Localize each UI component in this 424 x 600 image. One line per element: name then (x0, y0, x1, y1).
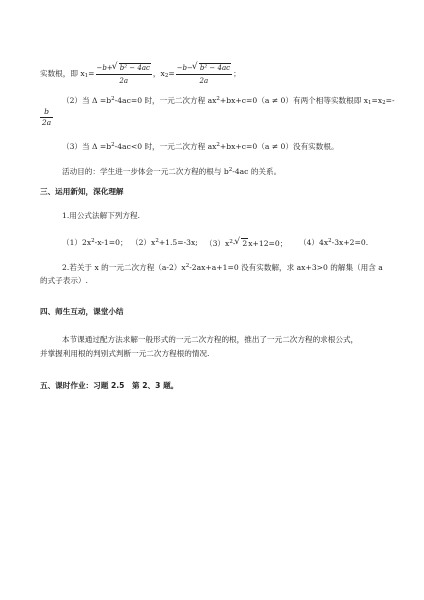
q1-item-3 (205, 238, 287, 249)
section5-title: 五、课时作业：习题 2.5 第 2、3 题。 (40, 381, 179, 390)
case2-sub-2: 2 (382, 100, 386, 106)
equals-sign-2: = (168, 69, 175, 78)
q1-item-3-radicand: 2 (242, 239, 248, 248)
equals-sign: = (88, 69, 95, 78)
q1-item-1-b: -x-1=0； (94, 238, 128, 247)
case2-fraction (40, 107, 53, 128)
root-formula-plus (96, 63, 152, 86)
q2-part-a: 2.若关于 x 的一元二次方程（a-2）x (62, 263, 186, 272)
q1-item-4-b: -3x+2=0. (331, 238, 369, 247)
q1-item-3-a: （3）x (205, 239, 230, 248)
plus-radicand: b² − 4ac (119, 63, 150, 72)
q1-item-2 (131, 238, 198, 248)
case2-sup-1: 2 (111, 96, 115, 102)
section3-title: 三、运用新知，深化理解 (40, 187, 124, 196)
q1-title: 1.用公式法解下列方程. (62, 211, 141, 220)
q1-item-2-a: （2）x (131, 238, 156, 247)
roots-separator: ，x (152, 69, 165, 78)
activity-part-b: -4ac 的关系。 (232, 167, 282, 176)
case2-part-c: +bx+c=0（a ≠ 0）有两个相等实数根即 x (219, 96, 369, 105)
summary-line-1: 本节课通过配方法求解一般形式的一元二次方程的根，推出了一元二次方程的求根公式， (62, 335, 359, 344)
case3-part-c: +bx+c=0（a ≠ 0）没有实数根。 (219, 142, 339, 151)
case3-part-a: （3）当 Δ =b (62, 142, 112, 151)
q1-item-2-sup: 2 (155, 238, 159, 244)
case2-part-d: =x (371, 96, 383, 105)
q2-part-b: -2ax+a+1=0 没有实数解，求 ax+3>0 的解集（用含 a (189, 263, 383, 272)
q1-item-3-c: x+12=0； (248, 239, 288, 248)
q1-item-4 (299, 238, 368, 248)
section4-title: 四、师生互动，课堂小结 (40, 307, 124, 316)
activity-sup: 2 (228, 167, 233, 173)
q1-item-3-radical (232, 238, 248, 249)
case2-part-a: （2）当 Δ =b (62, 96, 112, 105)
case2-line (62, 96, 395, 106)
case2-sub-1: 1 (368, 100, 372, 106)
q1-item-2-b: +1.5=-3x; (158, 238, 198, 247)
case2-fraction-denominator: 2a (41, 118, 52, 127)
q1-item-1-sup: 2 (91, 238, 95, 244)
q1-item-1-a: （1）2x (62, 238, 92, 247)
q2-sup: 2 (185, 263, 190, 269)
minus-radicand: b² − 4ac (199, 63, 231, 72)
minus-denominator: 2a (199, 76, 209, 85)
case3-sup-2: 2 (216, 142, 220, 148)
q1-item-3-sup: 2 (229, 239, 233, 245)
plus-numerator-prefix: −b+ (96, 63, 113, 72)
roots-line-end: ； (233, 69, 241, 78)
q1-item-4-a: （4）4x (299, 238, 329, 247)
roots-lead: 实数根，即 x (40, 69, 85, 78)
activity-part-a: 活动目的：学生进一步体会一元二次方程的根与 b (62, 167, 229, 176)
minus-numerator-prefix: −b− (176, 63, 193, 72)
roots-formula-line (40, 62, 241, 86)
q2-line-1 (62, 263, 383, 273)
plus-denominator: 2a (119, 76, 129, 85)
case3-part-b: -4ac<0 时，一元二次方程 ax (114, 142, 217, 151)
case2-part-e: =- (385, 96, 395, 105)
summary-line-2: 并掌握利用根的判别式判断一元二次方程根的情况. (40, 349, 210, 358)
x2-subscript: 2 (164, 73, 169, 79)
q2-line-2: 的式子表示）. (40, 276, 88, 285)
case3-sup-1: 2 (111, 142, 115, 148)
case3-line (62, 142, 339, 152)
q1-item-4-sup: 2 (328, 238, 332, 244)
case2-fraction-numerator: b (40, 107, 53, 118)
root-formula-minus (176, 63, 232, 86)
case2-part-b: -4ac=0 时，一元二次方程 ax (114, 96, 217, 105)
q1-item-3-b: - (232, 239, 236, 248)
case2-sup-2: 2 (216, 96, 220, 102)
q1-item-1 (62, 238, 128, 248)
activity-purpose (62, 167, 281, 177)
x1-subscript: 1 (84, 73, 89, 79)
